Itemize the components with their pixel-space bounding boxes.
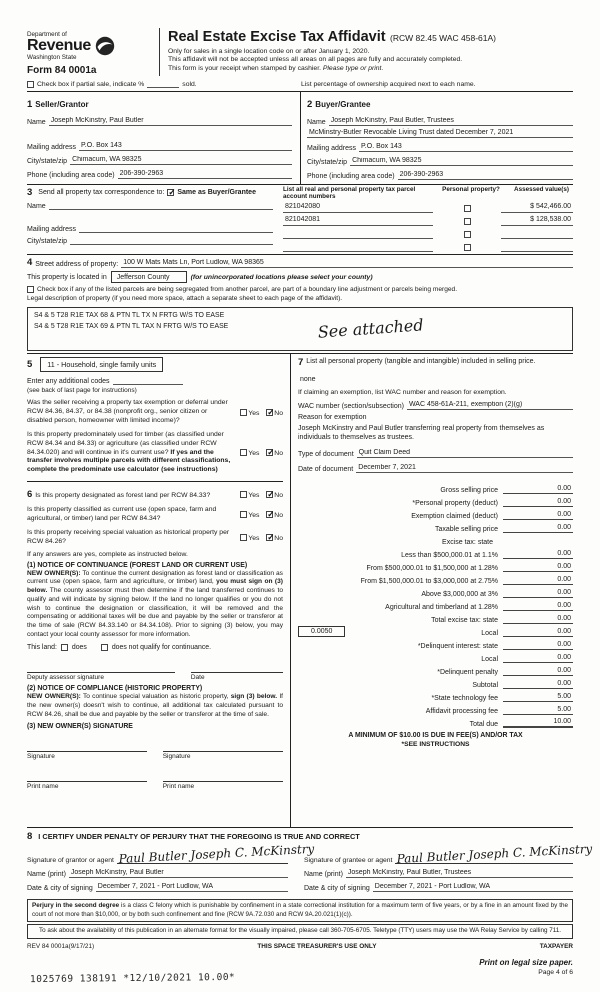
treasurer-use-label: THIS SPACE TREASURER'S USE ONLY — [257, 942, 377, 950]
seller-city-field[interactable]: Chimacum, WA 98325 — [70, 156, 292, 165]
parcel-number-field[interactable] — [283, 229, 433, 239]
parcel-number-field[interactable]: 821042081 — [283, 216, 433, 226]
total-excise-state-field[interactable]: 0.00 — [503, 615, 573, 624]
bracket-2-field[interactable]: 0.00 — [503, 563, 573, 572]
grantor-print-name-field[interactable]: Joseph McKinstry, Paul Butler — [69, 869, 288, 878]
correspondence-mailing-field[interactable] — [79, 231, 273, 233]
header-note-1: Only for sales in a single location code on or after January 1, 2020. — [168, 47, 370, 55]
same-as-buyer-label: Same as Buyer/Grantee — [177, 189, 256, 196]
assessed-value-col-header: Assessed value(s) — [514, 186, 569, 193]
grantee-signature-line[interactable] — [395, 842, 594, 867]
new-owner-print-name-line-2[interactable] — [163, 772, 283, 782]
notice-compliance-body: NEW OWNER(S): To continue special valuation as historic property, sign (3) below. If the new owner(s) doesn't wish to continue, all additional tax calculated pursuant to RCW 84.26, shall be due and payable by the seller or transferor at the time of sale. — [27, 693, 283, 718]
located-in-label: This property is located in — [27, 273, 107, 281]
county-select[interactable]: Jefferson County — [111, 271, 187, 283]
buyer-city-field[interactable]: Chimacum, WA 98325 — [350, 157, 573, 166]
gross-selling-price-field[interactable]: 0.00 — [503, 485, 573, 494]
date-of-document-label: Date of document — [298, 465, 354, 473]
no-checkbox[interactable] — [266, 534, 273, 541]
cashier-stamp: 1025769 138191 *12/10/2021 10.00* — [29, 971, 236, 986]
local-tax-field[interactable]: 0.00 — [503, 628, 573, 637]
fee-row: *State technology fee 5.00 — [431, 692, 571, 702]
grantor-signature-line[interactable] — [117, 842, 315, 867]
parcel-row — [283, 203, 573, 213]
fee-row: Affidavit processing fee 5.00 — [425, 705, 571, 715]
continuance-qualify-row: This land: does does not qualify for continuance. — [27, 644, 212, 652]
type-of-document-label: Type of document — [298, 450, 354, 458]
local-rate-box[interactable]: 0.0050 — [298, 626, 345, 637]
buyer-name-field[interactable]: Joseph McKinstry, Paul Butler, Trustees — [329, 117, 573, 126]
footer-row — [27, 943, 573, 950]
fee-row: Total excise tax: state 0.00 — [431, 614, 571, 624]
grantee-print-name-field[interactable]: Joseph McKinstry, Paul Butler, Trustees — [346, 869, 573, 878]
seller-title: Seller/Grantor — [35, 100, 89, 109]
fee-row: From $500,000.01 to $1,500,000 at 1.28% 0.00 — [366, 562, 571, 572]
seller-name-field[interactable]: Joseph McKinstry, Paul Butler — [49, 117, 292, 126]
buyer-trust-name-field[interactable]: McMinstry-Butler Revocable Living Trust dated December 7, 2021 — [307, 129, 573, 138]
fee-row: *Delinquent interest: state 0.00 — [417, 640, 571, 650]
parcel-number-field[interactable]: 821042080 — [283, 203, 433, 213]
total-due-row: Total due 10.00 — [469, 717, 571, 728]
bracket-1-field[interactable]: 0.00 — [503, 550, 573, 559]
form-header — [27, 28, 573, 76]
seller-buyer-band — [27, 91, 573, 184]
form-number: Form 84 0001a — [27, 65, 97, 76]
land-use-code-select[interactable]: 11 - Household, single family units — [40, 357, 163, 372]
total-due-field[interactable]: 10.00 — [503, 718, 573, 728]
yes-checkbox[interactable] — [240, 511, 247, 518]
subtotal-field[interactable]: 0.00 — [503, 680, 573, 689]
buyer-phone-field[interactable]: 206-390-2963 — [398, 171, 573, 180]
does-qualify-checkbox[interactable] — [61, 644, 68, 651]
legal-size-note: Print on legal size paper. — [479, 957, 573, 967]
forest-land-question: 6 Is this property designated as forest land per RCW 84.33? Yes ✓ No — [27, 489, 283, 501]
date-of-document-field[interactable]: December 7, 2021 — [356, 464, 573, 473]
assessed-value-field[interactable] — [501, 229, 573, 239]
no-checkbox[interactable] — [266, 491, 273, 498]
parcel-row — [283, 229, 573, 239]
delinquent-interest-local-field[interactable]: 0.00 — [503, 654, 573, 663]
reason-for-exemption-label: Reason for exemption — [298, 413, 367, 421]
certification-statement: I CERTIFY UNDER PENALTY OF PERJURY THAT THE FOREGOING IS TRUE AND CORRECT — [38, 832, 360, 842]
section-3-correspondence: 3 Send all property tax correspondence to: ✓ Same as Buyer/Grantee Name Mailing address City/state/zip — [27, 185, 279, 254]
fee-row: Above $3,000,000 at 3% 0.00 — [421, 588, 571, 598]
grantee-handwritten-signature: Paul Butler Joseph C. McKinstry — [396, 842, 594, 867]
fee-row: Gross selling price 0.00 — [440, 484, 571, 494]
notice-continuance-body: NEW OWNER(S): To continue the current designation as forest land or classification as current use (open space, farm and agriculture, or timber) land, you must sign on (3) below. The county assessor must then determine if the land transferred continues to qualify and will indicate by signing below. If the land no longer qualifies or you do not wish to continue the designation or classification, it will be removed and the compensating or additional taxes will be due and payable by the seller or transferor at the time of sale (RCW 84.33.140 or 84.34.108). Prior to signing (3) below, you may contact your local county assessor for more information. — [27, 569, 283, 638]
section-6-designations — [27, 481, 283, 790]
answers-yes-note: If any answers are yes, complete as instructed below. — [27, 550, 188, 558]
no-checkbox[interactable] — [266, 409, 273, 416]
county-note: (for unincorporated locations please select your county) — [190, 273, 373, 281]
assessed-value-field[interactable] — [501, 242, 573, 252]
fee-row: From $1,500,000.01 to $3,000,000 at 2.75% 0.00 — [360, 575, 571, 585]
excise-tax-state-header: Excise tax: state — [442, 538, 493, 546]
new-owner-signature-line-2[interactable] — [163, 742, 283, 752]
exemption-note: If claiming an exemption, list WAC number and reason for exemption. — [298, 388, 507, 396]
section-4-property-location: 4 Street address of property: 100 W Mats Mats Ln, Port Ludlow, WA 98365 This property is located in Jefferson County (for unincorporated locations please select your county) Check box if any of the listed parcels are being segregated from another parcel, are part of a boundary line adjustment or parcels being merged. Legal description of property (if you need more space, attach a separate sheet to each page of the affidavit). — [27, 254, 573, 305]
fee-row: Agricultural and timberland at 1.28% 0.00 — [385, 601, 571, 611]
agricultural-timberland-field[interactable]: 0.00 — [503, 602, 573, 611]
wac-number-label: WAC number (section/subsection) — [298, 402, 404, 410]
assessed-value-field[interactable]: $ 128,538.00 — [501, 216, 573, 226]
notice-continuance-title: (1) NOTICE OF CONTINUANCE (FOREST LAND OR CURRENT USE) — [27, 561, 248, 569]
see-instructions-note: *SEE INSTRUCTIONS — [401, 740, 470, 748]
delinquent-penalty-field[interactable]: 0.00 — [503, 667, 573, 676]
section-2-buyer: 2 Buyer/Grantee Name Joseph McKinstry, Paul Butler, Trustees McMinstry-Butler Revocable Living Trust dated December 7, 2021 Mailing address P.O. Box 143 City/state/zip Chimacum, WA 98325 Phone (including area code) 206-390-2963 — [300, 92, 573, 184]
assessed-value-field[interactable]: $ 542,466.00 — [501, 203, 573, 213]
middle-band — [27, 353, 573, 827]
new-owners-signature-title: (3) NEW OWNER(S) SIGNATURE — [27, 723, 133, 731]
fee-row: *Personal property (deduct) 0.00 — [412, 497, 571, 507]
personal-property-checkbox[interactable] — [464, 218, 471, 225]
local-rate-row: 0.0050 Local 0.00 — [298, 624, 573, 637]
revenue-logo-icon — [95, 36, 115, 56]
excise-tax-computation — [298, 481, 573, 728]
wac-number-field[interactable]: WAC 458-61A-211, exemption (2)(g) — [407, 401, 573, 410]
correspondence-parcel-band — [27, 184, 573, 254]
no-checkbox[interactable] — [266, 511, 273, 518]
yes-checkbox[interactable] — [240, 491, 247, 498]
same-as-buyer-checkbox[interactable] — [167, 189, 174, 196]
grantor-signature-block: Signature of grantor or agent Paul Butler Joseph C. McKinstry Name (print) Joseph McKinstry, Paul Butler Date & city of signing December 7, 2021 - Port Ludlow, WA — [27, 842, 315, 893]
yes-checkbox[interactable] — [240, 534, 247, 541]
no-checkbox[interactable] — [266, 449, 273, 456]
page-title: Real Estate Excise Tax Affidavit — [168, 29, 386, 45]
partial-sale-suffix: sold. — [182, 81, 197, 88]
grantor-date-city-field[interactable]: December 7, 2021 - Port Ludlow, WA — [96, 883, 288, 892]
legal-description-box[interactable] — [27, 307, 573, 351]
does-not-qualify-checkbox[interactable] — [101, 644, 108, 651]
seller-mailing-field[interactable]: P.O. Box 143 — [79, 142, 292, 151]
parcel-row — [283, 216, 573, 226]
personal-property-checkbox[interactable] — [464, 231, 471, 238]
parcel-row — [283, 242, 573, 252]
fee-row: Local 0.00 — [481, 653, 571, 663]
bracket-4-field[interactable]: 0.00 — [503, 589, 573, 598]
section-1-seller: 1 Seller/Grantor Name Joseph McKinstry, Paul Butler Mailing address P.O. Box 143 City/state/zip Chimacum, WA 98325 Phone (including area code) 206-390-2963 — [27, 92, 300, 184]
alternate-format-notice: To ask about the availability of this publication in an alternate format for the visually impaired, please call 360-705-6705. Teletype (TTY) users may use the WA Relay Service by calling 711. — [27, 924, 573, 939]
current-use-question: Is this property classified as current use (open space, farm and agricultural, or timber) land per RCW 84.34? Yes ✓ No — [27, 506, 283, 524]
grantor-handwritten-signature: Paul Butler Joseph C. McKinstry — [118, 842, 315, 867]
additional-codes-note: (see back of last page for instructions) — [27, 387, 137, 395]
left-column — [27, 354, 291, 827]
deputy-date-label: Date — [190, 674, 205, 682]
personal-property-col-header: Personal property? — [442, 186, 500, 193]
grantor-signature-label: Signature of grantor or agent — [27, 857, 114, 865]
yes-no-group: Yes ✓ No — [235, 409, 283, 417]
minimum-due-note: A MINIMUM OF $10.00 IS DUE IN FEE(S) AND/OR TAX — [348, 731, 523, 739]
handwritten-see-attached: See attached — [317, 315, 425, 343]
fee-row: Subtotal 0.00 — [472, 679, 571, 689]
new-owner-signature-row: Signature Signature — [27, 742, 283, 760]
yes-checkbox[interactable] — [240, 449, 247, 456]
notice-compliance-title: (2) NOTICE OF COMPLIANCE (HISTORIC PROPERTY) — [27, 685, 203, 693]
new-owner-print-name-line-1[interactable] — [27, 772, 147, 782]
revenue-logo-block — [27, 28, 159, 76]
exemption-claimed-field[interactable]: 0.00 — [503, 511, 573, 520]
affidavit-processing-fee-field[interactable]: 5.00 — [503, 706, 573, 715]
buyer-mailing-field[interactable]: P.O. Box 143 — [359, 143, 573, 152]
title-block — [159, 28, 573, 76]
fee-row: *Delinquent penalty 0.00 — [437, 666, 571, 676]
state-technology-fee-field[interactable]: 5.00 — [503, 693, 573, 702]
seller-phone-field[interactable]: 206-390-2963 — [118, 170, 292, 179]
personal-property-label: List all personal property (tangible and intangible) included in selling price. — [306, 358, 536, 366]
yes-no-group: Yes ✓ No — [235, 511, 283, 519]
parcel-table — [279, 185, 573, 254]
partial-sale-label: Check box if partial sale, indicate % — [37, 81, 145, 88]
personal-property-field[interactable]: none — [300, 375, 316, 383]
taxpayer-label: TAXPAYER — [539, 942, 573, 950]
correspondence-city-field[interactable] — [70, 243, 273, 245]
personal-property-checkbox[interactable] — [464, 244, 471, 251]
street-address-label: Street address of property: — [35, 261, 119, 269]
correspondence-label: Send all property tax correspondence to: — [38, 189, 165, 196]
timber-agriculture-question: Is this property predominately used for timber (as classified under RCW 84.34 and 84.33) or agriculture (as classified under RCW 84.34.020) and will continue in it's current use? If yes and the transfer involves multiple parcels with different classifications, complete the predominate use calculator (see instructions) Yes ✓ No — [27, 431, 283, 475]
perjury-notice: Perjury in the second degree is a class C felony which is punishable by confinement in a state correctional institution for a maximum term of five years, or by a fine in an amount fixed by the court of not more than $10,000, or by both such confinement and fine (RCW 9A.72.030 and RCW 9A.20.021(1)(c)). — [27, 899, 573, 922]
rcw-reference: (RCW 82.45 WAC 458-61A) — [390, 33, 497, 43]
personal-property-deduct-field[interactable]: 0.00 — [503, 498, 573, 507]
type-of-document-field[interactable]: Quit Claim Deed — [357, 449, 573, 458]
new-owner-print-name-row: Print name Print name — [27, 772, 283, 790]
header-note-2: This affidavit will not be accepted unless all areas on all pages are fully and accurately completed. — [168, 56, 463, 63]
exemption-deferral-question: Was the seller receiving a property tax exemption or deferral under RCW 84.36, 84.37, or 84.38 (nonprofit org., senior citizen or disabled person, homeowner with limited income)? Yes ✓ No — [27, 399, 283, 425]
legal-description-label: Legal description of property (if you need more space, attach a separate sheet to each page of the affidavit). — [27, 295, 343, 303]
section-7-tax-computation: 7 List all personal property (tangible and intangible) included in selling price. none If claiming an exemption, list WAC number and reason for exemption. WAC number (section/subsection) WAC 458-61A-211, exemption (2)(g) Reason for exemption Joseph McKinstry and Paul Butler transferring real property from themselves as individuals to themselves as trustees. Type of document Quit Claim Deed Date of document December 7, 2021 Gross selling price 0.00 *Personal property (deduct) 0.00 Exemption claimed (deduct) 0.00 Taxable selling price 0.00 Excise tax: state Less than $500,000.01 at 1.1% 0.00 From $500,000.01 to $1,500,000 at 1.28% 0.00 From $1,500,000.01 to $3,000,000 at 2.75% 0.00 Above $3,000,000 at 3% 0.00 Agricultural and timberland at 1.28% 0.00 Total excise tax: state 0.00 0.0050 Local 0.00 *Delinquent interest: state 0.00 Local 0.00 *Delinquent penalty 0.00 Subtotal 0.00 *State technology fee 5.00 Affidavit processing fee 5.00 Total due 10.00 A MINIMUM OF $10.00 IS DUE IN FEE(S) AND/OR TAX *SEE INSTRUCTIONS — [298, 357, 571, 748]
yes-no-group: Yes ✓ No — [235, 449, 283, 457]
fee-row: Exemption claimed (deduct) 0.00 — [411, 510, 571, 520]
legal-description-line-1: S4 & 5 T28 R1E TAX 68 & PTN TL TX N FRTG W/S TO EASE — [34, 312, 225, 320]
yes-no-group: Yes ✓ No — [235, 491, 283, 499]
personal-property-checkbox[interactable] — [464, 205, 471, 212]
additional-codes-field[interactable] — [113, 377, 183, 385]
page-number: Page 4 of 6 — [538, 968, 573, 976]
fee-row: Taxable selling price 0.00 — [434, 523, 571, 533]
buyer-title: Buyer/Grantee — [315, 100, 371, 109]
taxable-selling-price-field[interactable]: 0.00 — [503, 524, 573, 533]
deputy-assessor-signature-line[interactable] — [27, 663, 175, 673]
header-note-3: This form is your receipt when stamped by cashier. Please type or print. — [168, 64, 384, 72]
grantee-signature-block: Signature of grantee or agent Paul Butler Joseph C. McKinstry Name (print) Joseph McKinstry, Paul Butler, Trustees Date & city of signing December 7, 2021 - Port Ludlow, WA — [304, 842, 594, 893]
partial-sale-checkbox[interactable] — [27, 81, 34, 88]
ownership-percent-note: List percentage of ownership acquired next to each name. — [301, 81, 476, 88]
deputy-date-line[interactable] — [191, 663, 283, 673]
yes-no-group: Yes ✓ No — [235, 534, 283, 542]
street-address-field[interactable]: 100 W Mats Mats Ln, Port Ludlow, WA 98365 — [121, 259, 573, 268]
correspondence-name-field[interactable] — [49, 208, 273, 210]
grantee-date-city-field[interactable]: December 7, 2021 - Port Ludlow, WA — [373, 883, 573, 892]
reason-for-exemption-field[interactable]: Joseph McKinstry and Paul Butler transferring real property from themselves as individuals to themselves as trustees. — [298, 424, 545, 442]
partial-sale-row — [27, 80, 573, 88]
grantee-signature-label: Signature of grantee or agent — [304, 857, 393, 865]
delinquent-interest-state-field[interactable]: 0.00 — [503, 641, 573, 650]
section-8-certification: 8 I CERTIFY UNDER PENALTY OF PERJURY THAT THE FOREGOING IS TRUE AND CORRECT Signature of grantor or agent Paul Butler Joseph C. McKinstry Name (print) Joseph McKinstry, Paul Butler Date & city of signing December 7, 2021 - Port Ludlow, WA Signature of grantee or agent Paul Butler Joseph C. McKinstry Name (print) Joseph McKinstry, Paul Butler, Trustees Date & city of signing December 7, 2021 - Port Ludlow, WA — [27, 827, 573, 896]
new-owner-signature-line-1[interactable] — [27, 742, 147, 752]
section-5-land-use: 5 11 - Household, single family units Enter any additional codes (see back of last page for instructions) Was the seller receiving a property tax exemption or deferral under RCW 84.36, 84.37, or 84.38 (nonprofit org., senior citizen or disabled person, homeowner with limited income)? Yes ✓ No Is this property predominately used for timber (as classified under RCW 84.34 and 84.33) or agriculture (as classified under RCW 84.34.020) and will continue in it's current use? If yes and the transfer involves multiple parcels with different classifications, complete the predominate use calculator (see instructions) Yes ✓ No — [27, 357, 283, 475]
segregated-checkbox[interactable] — [27, 286, 34, 293]
additional-codes-label: Enter any additional codes — [27, 378, 110, 386]
form-content — [27, 28, 594, 976]
bracket-3-field[interactable]: 0.00 — [503, 576, 573, 585]
rev-number: REV 84 0001a(9/17/21) — [27, 942, 95, 950]
parcel-number-field[interactable] — [283, 242, 433, 252]
segregated-label: Check box if any of the listed parcels are being segregated from another parcel, are part of a boundary line adjustment or parcels being merged. — [37, 286, 458, 294]
dept-name: Revenue — [27, 37, 91, 54]
washington-state-label: Washington State — [27, 54, 77, 61]
fee-row: Less than $500,000.01 at 1.1% 0.00 — [401, 549, 571, 559]
yes-checkbox[interactable] — [240, 409, 247, 416]
partial-sale-percent-field[interactable] — [147, 80, 179, 88]
historic-property-question: Is this property receiving special valuation as historical property per RCW 84.26? Yes ✓ No — [27, 529, 283, 547]
legal-description-line-2: S4 & 5 T28 R1E TAX 69 & PTN TL TAX N FRTG W/S TO EASE — [34, 322, 229, 330]
deputy-assessor-row — [27, 663, 283, 681]
dept-of-label: Department of — [27, 31, 67, 38]
deputy-assessor-signature-label: Deputy assessor signature — [27, 674, 104, 682]
parcel-col-header: List all real and personal property tax parcel account numbers — [283, 186, 416, 201]
